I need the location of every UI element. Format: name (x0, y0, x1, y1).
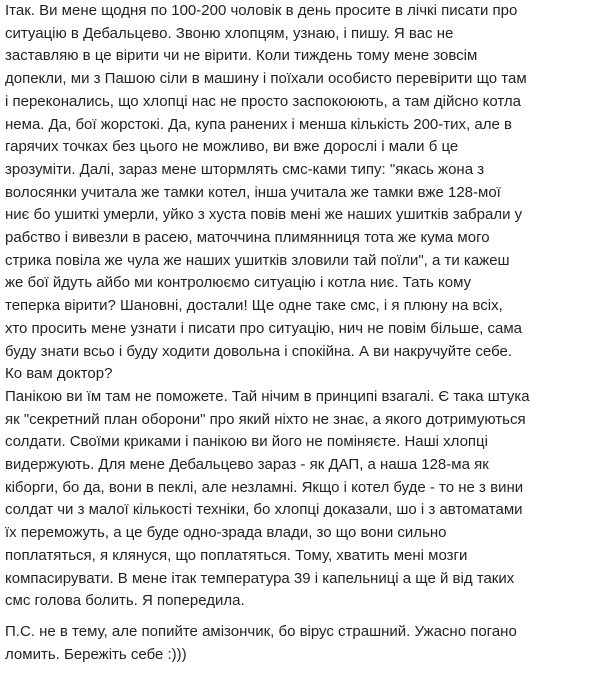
text-line: хто просить мене узнати і писати про ситуацію, нич не повім більше, сама (5, 319, 523, 337)
text-line: Ітак. Ви мене щодня по 100-200 чоловік в день просите в лічкі писати про (5, 2, 518, 19)
text-line: стрика повіла же чула же наших ушитків зловили тай поїли", а ти кажеш (5, 251, 510, 269)
text-line: їх переможуть, а це буде одно-зрада влади, зо що вони сильно (5, 524, 447, 542)
text-line: і переконались, що хлопці нас не просто заспокоюють, а там дійсно котла (5, 92, 522, 110)
text-line: ломить. Бережіть себе :))) (5, 645, 187, 663)
text-line: смс голова болить. Я попередила. (5, 592, 245, 610)
text-line: П.С. не в тему, але попийте амізончик, бо вірус страшний. Ужасно погано (5, 622, 517, 640)
text-line: же бої йдуть айбо ми контролюємо ситуацію і котла ниє. Тать кому (5, 274, 472, 292)
text-line: буду знати всьо і буду ходити довольна і спокійна. А ви накручуйте себе. (5, 342, 513, 360)
text-line: ниє бо ушиткі умерли, уйко з хуста повів мені же наших ушитків забрали у (5, 206, 523, 224)
text-line: гарячих точках без цього не можливо, ви вже дорослі і мали б це (5, 138, 459, 156)
text-line: солдат чи з малої кількості техніки, бо хлопці доказали, шо і з автоматами (5, 501, 523, 519)
text-line: Ко вам доктор? (5, 365, 113, 383)
post-body (5, 0, 594, 613)
post-postscript (5, 621, 594, 666)
text-line: солдати. Своїми криками і панікою ви його не поміняєте. Наші хлопці (5, 433, 488, 451)
text-line: заставляю в це вірити чи не вірити. Коли тиждень тому мене зовсім (5, 47, 478, 65)
text-line: допекли, ми з Пашою сіли в машину і поїхали особисто перевірити що там (5, 70, 527, 88)
text-line: ситуацію в Дебальцево. Звоню хлопцям, узнаю, і пишу. Я вас не (5, 24, 454, 42)
text-line: поплатяться, я клянуся, що поплатяться. Тому, хватить мені мозги (5, 546, 468, 564)
text-line: компасирувати. В мене ітак температура 39 і капельниці а ще й від таких (5, 569, 515, 587)
text-line: кіборги, бо да, вони в пеклі, але незламні. Якщо і котел буде - то не з вини (5, 478, 524, 496)
text-line: волосянки учитала же тамки котел, інша учитала же тамки вже 128-мої (5, 183, 501, 201)
text-line: зрозуміти. Далі, зараз мене штормлять смс-ками типу: "якась жона з (5, 160, 485, 178)
text-line: видержують. Для мене Дебальцево зараз - як ДАП, а наша 128-ма як (5, 456, 489, 474)
text-line: нема. Да, бої жорстокі. Да, купа ранених і менша кількість 200-тих, але в (5, 115, 512, 133)
post-text (5, 0, 594, 666)
text-line: теперка вірити? Шановні, достали! Ще одне таке смс, і я плюну на всіх, (5, 297, 503, 315)
text-line: Панікою ви їм там не поможете. Тай нічим в принципі взагалі. Є така штука (5, 387, 530, 405)
text-line: як "секретний план оборони" про який ніхто не знає, а якого дотримуються (5, 410, 526, 428)
text-line: рабство і вивезли в расею, маточчина плимянниця тота же кума мого (5, 229, 490, 247)
